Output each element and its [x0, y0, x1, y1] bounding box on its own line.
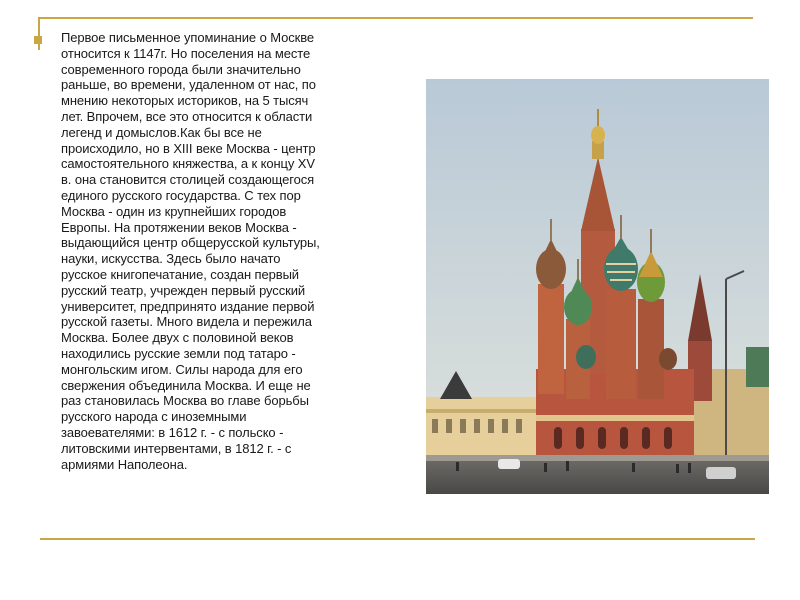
top-rule [38, 17, 753, 19]
left-rule [38, 17, 40, 50]
st-basils-cathedral-photo [426, 79, 769, 494]
bottom-rule [40, 538, 755, 540]
bullet-marker [34, 36, 42, 44]
slide-body-text: Первое письменное упоминание о Москве относится к 1147г. Но поселения на месте современного города были значительно раньше, во времени, удаленном от нас, по мнению некоторых историков, на 5 тысяч лет. Впрочем, все это относится к области легенд и домыслов.Как бы все не происходило, но в XIII веке Москва - центр самостоятельного княжества, а к концу XV в. она становится столицей создающегося единого русского государства. С тех пор Москва - один из крупнейших городов Европы. На протяжении веков Москва - выдающийся центр общерусской культуры, науки, искусства. Здесь было начато русское книгопечатание, создан первый русский театр, учрежден первый русский университет, предпринято издание первой русской газеты. Много видела и пережила Москва. Более двух с половиной веков находились русские земли под татаро - монгольским игом. Силы народа для его свержения объединила Москва. И еще не раз становилась Москва во главе борьбы русского народа с иноземными завоевателями: в 1612 г. - с польско - литовскими интервентами, в 1812 г. - с армиями Наполеона. [61, 30, 320, 472]
